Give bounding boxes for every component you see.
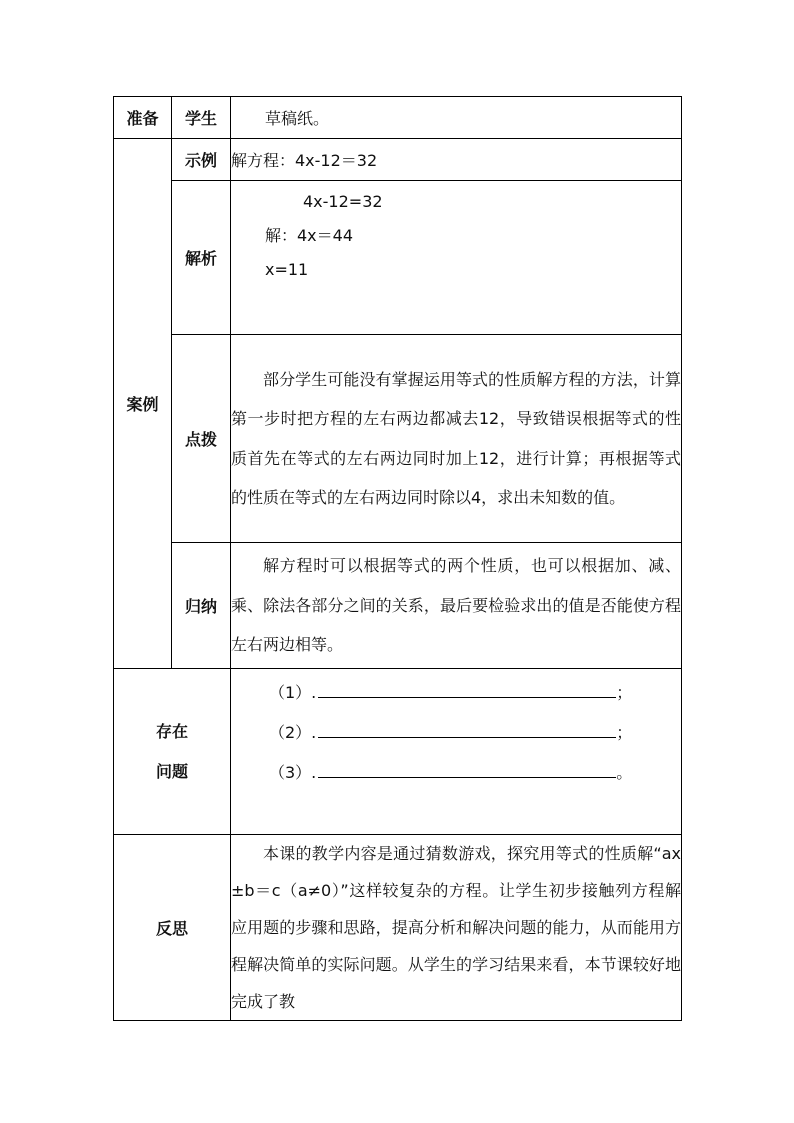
reflection-text: 本课的教学内容是通过猜数游戏，探究用等式的性质解“ax±b＝c（a≠0）”这样较复杂的方程。让学生初步接触列方程解应用题的步骤和思路，提高分析和解决问题的能力，从而能用方程解决简单的实际问题。从学生的学习结果来看，本节课较好地完成了教 — [231, 844, 681, 1011]
summary-content — [231, 543, 682, 669]
case-label: 案例 — [114, 139, 172, 669]
summary-text: 解方程时可以根据等式的两个性质，也可以根据加、减、乘、除法各部分之间的关系，最后要检验求出的值是否能使方程左右两边相等。 — [231, 556, 681, 655]
hint-content — [231, 335, 682, 543]
example-label: 示例 — [172, 139, 231, 181]
prep-row — [114, 97, 682, 139]
analysis-row — [114, 181, 682, 335]
analysis-line-3: x=11 — [265, 260, 309, 279]
issue-number-1: （1）. — [269, 683, 317, 702]
hint-label: 点拨 — [172, 335, 231, 543]
example-content: 解方程：4x-12＝32 — [231, 139, 682, 181]
prep-content — [231, 97, 682, 139]
analysis-label: 解析 — [172, 181, 231, 335]
issue-item-2 — [231, 713, 681, 753]
issue-blank-2[interactable] — [318, 717, 616, 738]
example-row — [114, 139, 682, 181]
issues-row — [114, 669, 682, 835]
analysis-line-1: 4x-12=32 — [303, 192, 383, 211]
issue-end-1: ； — [616, 683, 633, 702]
hint-text: 部分学生可能没有掌握运用等式的性质解方程的方法，计算第一步时把方程的左右两边都减去12，导致错误根据等式的性质首先在等式的左右两边同时加上12，进行计算；再根据等式的性质在等式的左右两边同时除以4，求出未知数的值。 — [231, 369, 681, 507]
reflection-content — [231, 835, 682, 1021]
issue-end-2: ； — [616, 723, 633, 742]
reflection-row — [114, 835, 682, 1021]
prep-text: 草稿纸。 — [265, 109, 330, 128]
summary-label: 归纳 — [172, 543, 231, 669]
issue-blank-1[interactable] — [318, 677, 616, 698]
analysis-line-2: 解：4x＝44 — [265, 226, 354, 245]
issue-blank-3[interactable] — [318, 757, 616, 778]
issues-label — [114, 669, 231, 835]
lesson-plan-table — [113, 96, 682, 1021]
issue-item-1 — [231, 673, 681, 713]
issues-label-line-1: 存在 — [155, 721, 188, 741]
issues-content — [231, 669, 682, 835]
issue-item-3 — [231, 753, 681, 793]
issue-number-3: （3）. — [269, 763, 317, 782]
reflection-label: 反思 — [114, 835, 231, 1021]
issue-end-3: 。 — [616, 763, 633, 782]
issues-label-line-2: 问题 — [155, 761, 188, 781]
analysis-content — [231, 181, 682, 335]
prep-label: 准备 — [114, 97, 172, 139]
hint-row — [114, 335, 682, 543]
issue-number-2: （2）. — [269, 723, 317, 742]
student-label: 学生 — [172, 97, 231, 139]
summary-row — [114, 543, 682, 669]
